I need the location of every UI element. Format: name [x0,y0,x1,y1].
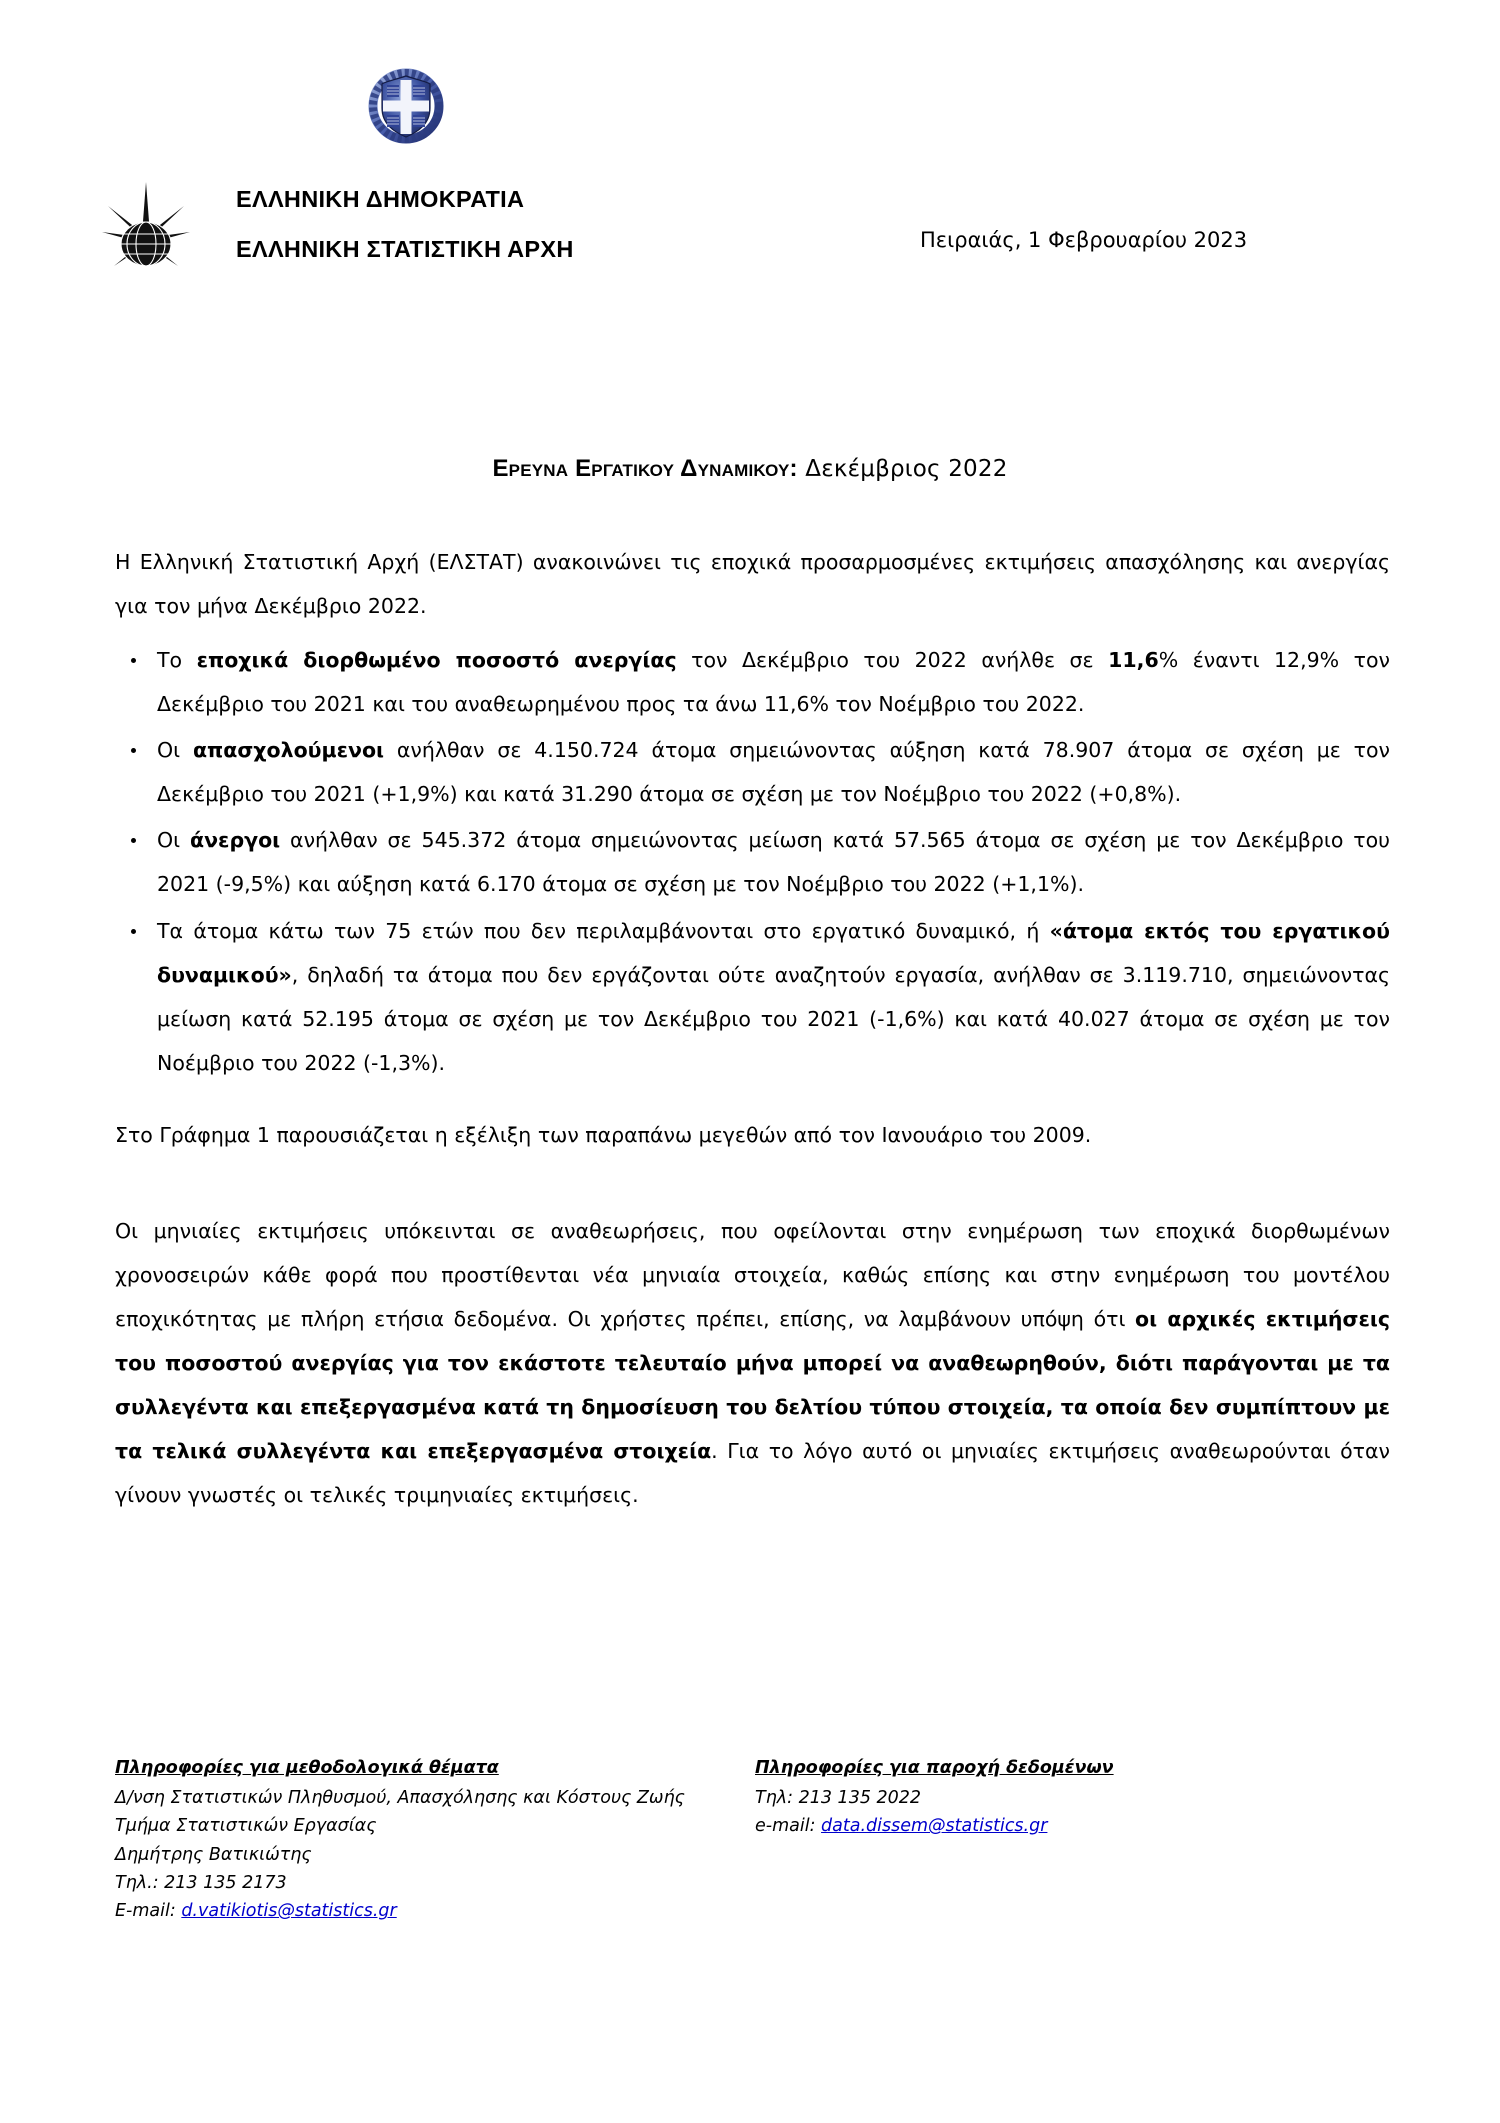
revisions-text-part-1: Οι μηνιαίες εκτιμήσεις υπόκεινται σε αναθεωρήσεις, που οφείλονται στην ενημέρωση των εποχικά διορθωμένων χρονοσειρών κάθε φορά που προστίθενται νέα μηνιαία στοιχεία, καθώς επίσης και στην ενημέρωση του μοντέλου εποχικότητας με πλήρη ετήσια δεδομένα. Οι χρήστες πρέπει, επίσης, να λαμβάνουν υπόψη ότι [115,1218,1390,1331]
bullet-emphasis: εποχικά διορθωμένο ποσοστό ανεργίας [196,648,677,673]
bullet-lead-text: Οι [157,828,190,853]
bullet-emphasis: απασχολούμενοι [192,738,385,763]
bullet-value: 11,6 [1108,648,1159,673]
methodology-contact-block [115,1758,755,1926]
chart-reference-note: Στο Γράφημα 1 παρουσιάζεται η εξέλιξη των παραπάνω μεγεθών από τον Ιανουάριο του 2009. [115,1122,1092,1147]
key-findings-list [115,638,1390,1085]
bullet-middle-text: , δηλαδή τα άτομα που δεν εργάζονται ούτε αναζητούν εργασία, ανήλθαν σε 3.119.710, σημειώνοντας μείωση κατά 52.195 άτομα σε σχέση με τον Δεκέμβριο του 2021 (-1,6%) και κατά 40.027 άτομα σε σχέση με τον Νοέμβριο του 2022 (-1,3%). [157,962,1390,1075]
document-body [115,540,1390,1517]
bullet-middle-text: ανήλθαν σε 4.150.724 άτομα σημειώνοντας αύξηση κατά 78.907 άτομα σε σχέση με τον Δεκέμβριο του 2021 (+1,9%) και κατά 31.290 άτομα σε σχέση με τον Νοέμβριο του 2022 (+0,8%). [157,738,1391,807]
data-provision-email-row [755,1812,1375,1840]
methodology-phone: Τηλ.: 213 135 2173 [115,1873,287,1894]
revisions-text-part-2: . Για το λόγο αυτό οι μηνιαίες εκτιμήσεις αναθεωρούνται όταν γίνουν γνωστές οι τελικές τριμηνιαίες εκτιμήσεις. [115,1439,1390,1508]
data-provision-heading: Πληροφορίες για παροχή δεδομένων [755,1758,1114,1778]
revisions-paragraph [115,1209,1390,1517]
data-provision-phone: Τηλ: 213 135 2022 [755,1788,922,1808]
list-item [115,818,1390,906]
organization-line-republic: ΕΛΛΗΝΙΚΗ ΔΗΜΟΚΡΑΤΙΑ [236,186,525,212]
organization-title-block [236,188,796,261]
list-item [115,638,1390,726]
methodology-heading: Πληροφορίες για μεθοδολογικά θέματα [115,1758,499,1778]
bullet-middle-text: τον Δεκέμβριο του 2022 ανήλθε σε [676,648,1109,673]
methodology-division: Δ/νση Στατιστικών Πληθυσμού, Απασχόλησης και Κόστους Ζωής [115,1788,685,1808]
methodology-contact-person: Δημήτρης Βατικιώτης [115,1844,312,1865]
organization-line-authority: ΕΛΛΗΝΙΚΗ ΣΤΑΤΙΣΤΙΚΗ ΑΡΧΗ [236,235,574,262]
contact-footer [115,1758,1395,1926]
greek-coat-of-arms-icon [368,68,444,144]
data-provision-contact-block [755,1758,1375,1926]
elstat-starburst-logo-icon [98,178,194,274]
bullet-lead-text: Τα άτομα κάτω των 75 ετών που δεν περιλαμβάνονται στο εργατικό δυναμικό, ή [157,918,1050,943]
bullet-emphasis: «άτομα εκτός του εργατικού δυναμικού» [157,918,1390,987]
methodology-department: Τμήμα Στατιστικών Εργασίας [115,1816,377,1837]
survey-name: Ερευνα Εργατικου Δυναμικου: [492,455,798,482]
revisions-emphasis: οι αρχικές εκτιμήσεις του ποσοστού ανεργίας για τον εκάστοτε τελευταίο μήνα μπορεί να αναθεωρηθούν, διότι παράγονται με τα συλλεγέντα και επεξεργασμένα κατά τη δημοσίευση του δελτίου τύπου στοιχεία, τα οποία δεν συμπίπτουν με τα τελικά συλλεγέντα και επεξεργασμένα στοιχεία [115,1306,1391,1464]
bullet-middle-text: ανήλθαν σε 545.372 άτομα σημειώνοντας μείωση κατά 57.565 άτομα σε σχέση με τον Δεκέμβριο του 2021 (-9,5%) και αύξηση κατά 6.170 άτομα σε σχέση με τον Νοέμβριο του 2022 (+1,1%). [157,828,1391,897]
document-header [0,0,1500,300]
intro-paragraph: Η Ελληνική Στατιστική Αρχή (ΕΛΣΤΑΤ) ανακοινώνει τις εποχικά προσαρμοσμένες εκτιμήσεις απασχόλησης και ανεργίας για τον μήνα Δεκέμβριο 2022. [115,550,1390,619]
bullet-emphasis: άνεργοι [189,828,281,853]
list-item [115,728,1390,816]
bullet-lead-text: Το [157,648,197,673]
page-title [0,455,1500,483]
bullet-lead-text: Οι [157,738,193,763]
place-and-date: Πειραιάς, 1 Φεβρουαρίου 2023 [920,228,1248,252]
list-item [115,909,1390,1085]
data-provision-email-link[interactable]: data.dissem@statistics.gr [821,1816,1048,1837]
methodology-email-row [115,1897,755,1925]
methodology-email-link[interactable]: d.vatikiotis@statistics.gr [181,1901,397,1922]
methodology-email-label: E-mail: [115,1901,182,1922]
data-provision-email-label: e-mail: [755,1816,822,1837]
reference-period: Δεκέμβριος 2022 [805,456,1008,482]
bullet-tail-text: % έναντι 12,9% τον Δεκέμβριο του 2021 και του αναθεωρημένου προς τα άνω 11,6% τον Νοέμβριο του 2022. [157,648,1390,717]
